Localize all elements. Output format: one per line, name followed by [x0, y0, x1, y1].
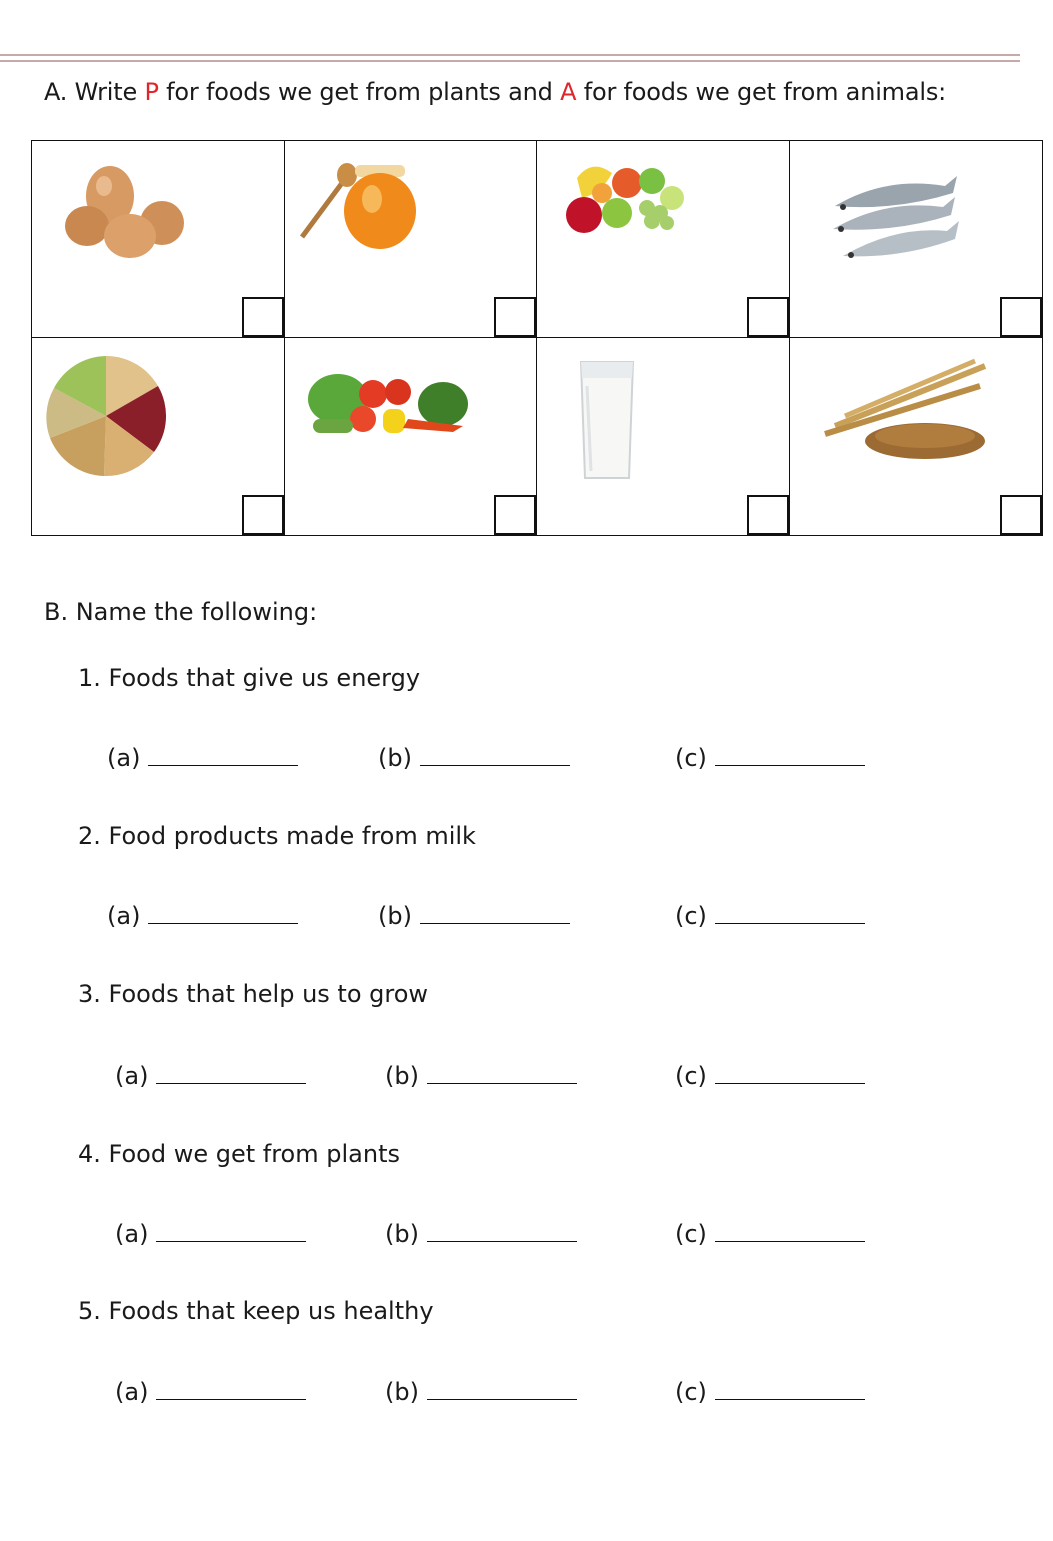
wheat-icon — [815, 356, 990, 466]
answer-5b[interactable]: (b) — [385, 1378, 577, 1406]
answer-box[interactable] — [242, 495, 284, 535]
cell-milk — [537, 338, 790, 535]
answer-box[interactable] — [747, 297, 789, 337]
cell-eggs — [32, 141, 285, 338]
question-5: 5. Foods that keep us healthy — [78, 1297, 434, 1325]
vegetables-icon — [303, 364, 478, 444]
answer-4a[interactable]: (a) — [115, 1220, 306, 1248]
top-rule — [0, 60, 1020, 62]
answer-5c[interactable]: (c) — [675, 1378, 865, 1406]
answer-box[interactable] — [1000, 495, 1042, 535]
fish-icon — [825, 171, 960, 271]
answer-3c[interactable]: (c) — [675, 1062, 865, 1090]
question-3: 3. Foods that help us to grow — [78, 980, 429, 1008]
pulses-icon — [44, 354, 169, 479]
answer-4c[interactable]: (c) — [675, 1220, 865, 1248]
question-1: 1. Foods that give us energy — [78, 664, 421, 692]
cell-wheat — [790, 338, 1043, 535]
answer-2b[interactable]: (b) — [378, 902, 570, 930]
answer-1b[interactable]: (b) — [378, 744, 570, 772]
answer-2c[interactable]: (c) — [675, 902, 865, 930]
section-b-heading: B. Name the following: — [44, 598, 318, 626]
picture-grid — [31, 140, 1043, 536]
answer-3a[interactable]: (a) — [115, 1062, 306, 1090]
answer-box[interactable] — [494, 297, 536, 337]
section-a-instruction: A. Write P for foods we get from plants and A for foods we get from animals: — [44, 78, 947, 106]
answer-box[interactable] — [242, 297, 284, 337]
cell-fruits — [537, 141, 790, 338]
honey-icon — [297, 159, 427, 254]
question-2: 2. Food products made from milk — [78, 822, 476, 850]
answer-box[interactable] — [747, 495, 789, 535]
answer-4b[interactable]: (b) — [385, 1220, 577, 1248]
answer-box[interactable] — [1000, 297, 1042, 337]
answer-5a[interactable]: (a) — [115, 1378, 306, 1406]
answer-3b[interactable]: (b) — [385, 1062, 577, 1090]
cell-honey — [285, 141, 538, 338]
milk-icon — [567, 356, 647, 486]
letter-a: A — [560, 78, 577, 106]
cell-vegetables — [285, 338, 538, 535]
answer-1c[interactable]: (c) — [675, 744, 865, 772]
answer-1a[interactable]: (a) — [107, 744, 298, 772]
top-rule — [0, 54, 1020, 56]
question-4: 4. Food we get from plants — [78, 1140, 400, 1168]
cell-fish — [790, 141, 1043, 338]
fruits-icon — [552, 153, 702, 243]
eggs-icon — [62, 161, 192, 261]
letter-p: P — [144, 78, 159, 106]
answer-2a[interactable]: (a) — [107, 902, 298, 930]
answer-box[interactable] — [494, 495, 536, 535]
cell-pulses — [32, 338, 285, 535]
